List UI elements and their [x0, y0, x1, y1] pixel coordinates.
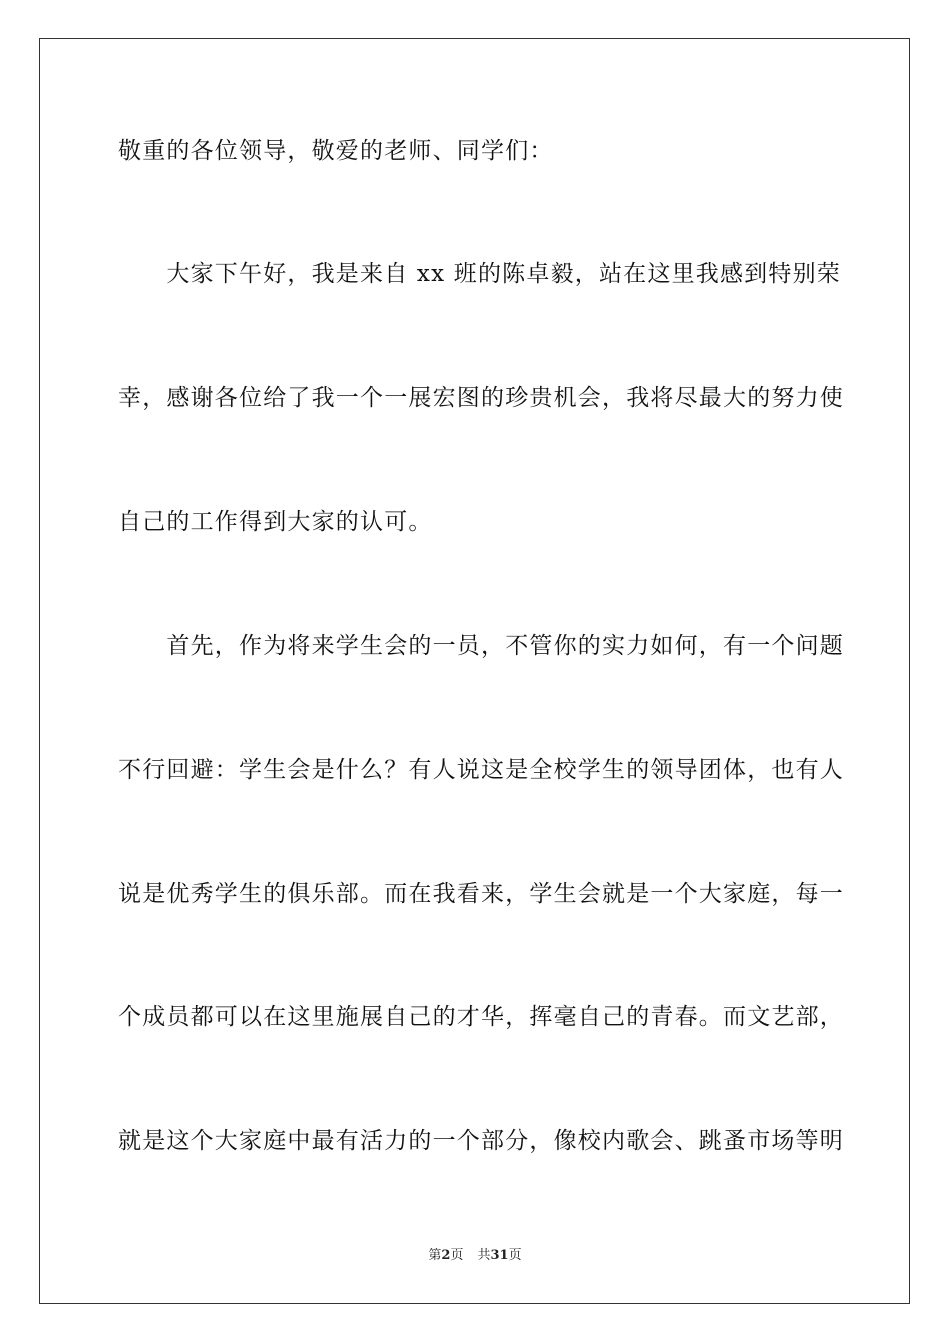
text-line-7: 说是优秀学生的俱乐部。而在我看来，学生会就是一个大家庭，每一 [118, 881, 844, 907]
text-line-3: 幸，感谢各位给了我一个一展宏图的珍贵机会，我将尽最大的努力使 [118, 385, 844, 411]
text-line-4: 自己的工作得到大家的认可。 [118, 509, 433, 535]
page-frame [39, 38, 910, 1304]
text-line-2: 大家下午好，我是来自 xx 班的陈卓毅，站在这里我感到特别荣 [118, 261, 841, 287]
footer-total-suffix: 页 [508, 1248, 522, 1263]
page-footer [0, 1247, 950, 1265]
text-line-8: 个成员都可以在这里施展自己的才华，挥毫自己的青春。而文艺部， [118, 1004, 844, 1030]
footer-page-suffix: 页 [450, 1248, 464, 1263]
text-line-9: 就是这个大家庭中最有活力的一个部分，像校内歌会、跳蚤市场等明 [118, 1128, 844, 1154]
footer-page-prefix: 第 [428, 1248, 442, 1263]
footer-total-number: 31 [490, 1248, 509, 1263]
text-line-1: 敬重的各位领导，敬爱的老师、同学们： [118, 138, 554, 164]
text-line-6: 不行回避：学生会是什么？有人说这是全校学生的领导团体，也有人 [118, 757, 844, 783]
footer-total-prefix: 共 [477, 1248, 491, 1263]
footer-page-number: 2 [441, 1248, 451, 1263]
text-line-5: 首先，作为将来学生会的一员，不管你的实力如何，有一个问题 [118, 633, 844, 659]
